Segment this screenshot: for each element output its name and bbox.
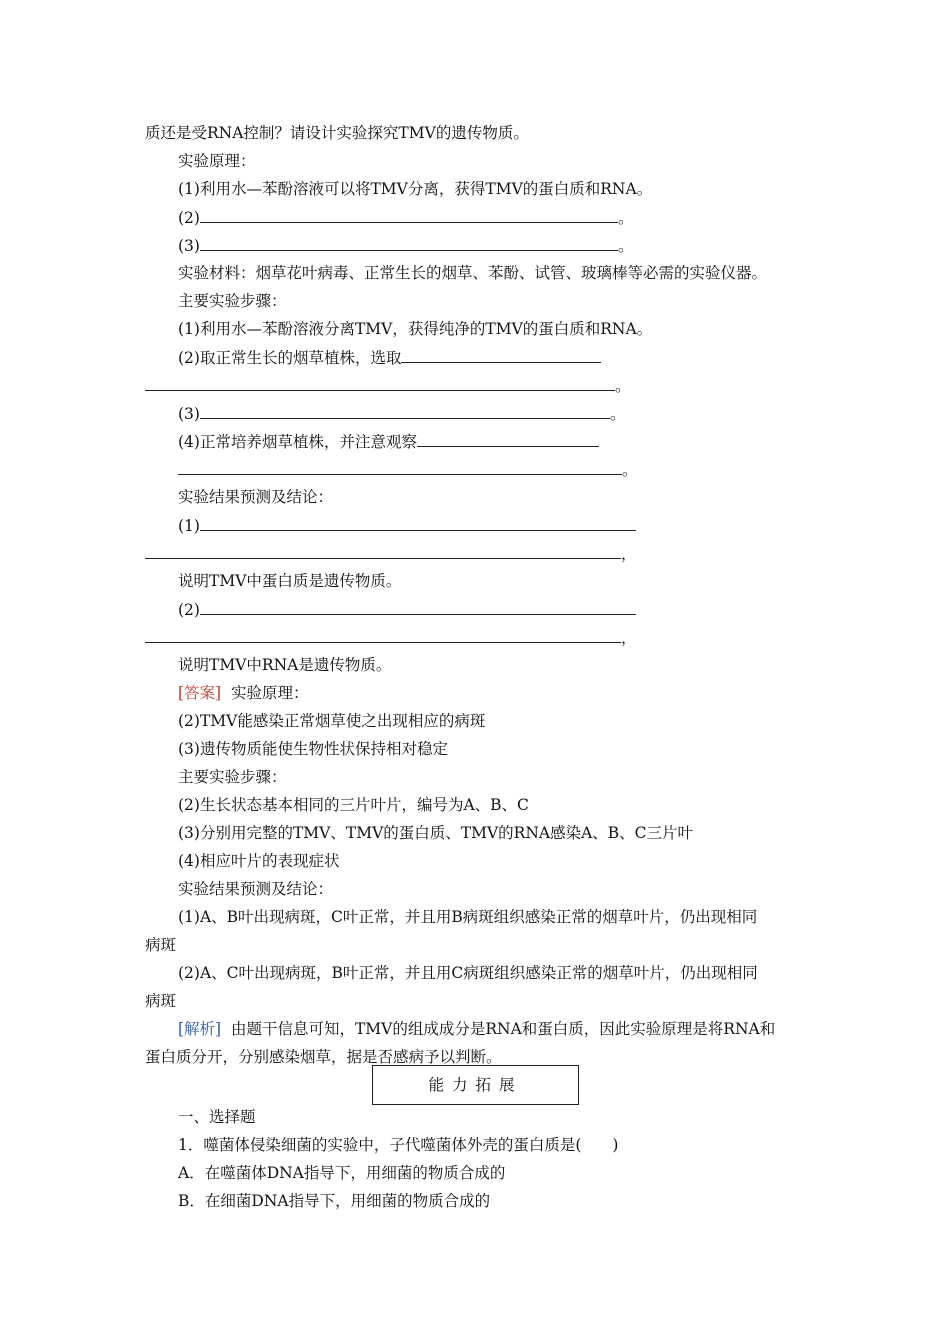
step-2-blank (178, 346, 601, 369)
choice-heading: 一、选择题 (178, 1108, 256, 1126)
answer-result-2: (2)A、C叶出现病斑，B叶正常，并且用C病斑组织感染正常的烟草叶片，仍出现相同 (178, 964, 758, 982)
comma: ， (621, 629, 637, 647)
period: 。 (617, 209, 634, 227)
analysis-text: 由题干信息可知，TMV的组成成分是RNA和蛋白质，因此实验原理是将RNA和 (230, 1020, 776, 1038)
answer-result-1-cont: 病斑 (145, 936, 177, 954)
answer-result-1: (1)A、B叶出现病斑，C叶正常，并且用B病斑组织感染正常的烟草叶片，仍出现相同 (178, 908, 758, 926)
principle-3-blank (178, 234, 633, 257)
principle-heading: 实验原理： (178, 152, 256, 170)
answer-tag: [答案] (178, 684, 222, 702)
answer-blank (401, 346, 601, 363)
item-number: (1) (178, 517, 200, 535)
option-b: B．在细菌DNA指导下，用细菌的物质合成的 (178, 1192, 491, 1210)
answer-step-4: (4)相应叶片的表现症状 (178, 852, 340, 870)
step-2-blank-cont (145, 374, 631, 397)
item-number: (2) (178, 601, 200, 619)
result-1-blank-cont (145, 542, 637, 565)
answer-blank (200, 402, 610, 419)
answer-blank (200, 598, 636, 615)
question-1: 1．噬菌体侵染细菌的实验中，子代噬菌体外壳的蛋白质是( ) (178, 1136, 619, 1154)
answer-blank (145, 374, 615, 391)
section-title: 能力拓展 (428, 1076, 523, 1094)
period: 。 (615, 377, 631, 395)
answer-blank (200, 206, 618, 223)
analysis-line-cont: 蛋白质分开，分别感染烟草，据是否感病予以判断。 (145, 1048, 502, 1066)
answer-principle-heading: 实验原理： (230, 684, 309, 702)
comma: ， (621, 545, 637, 563)
principle-2-blank (178, 206, 633, 229)
question-continuation: 质还是受RNA控制？请设计实验探究TMV的遗传物质。 (145, 124, 529, 142)
result-2-blank-cont (145, 626, 637, 649)
item-number: (3) (178, 405, 200, 423)
item-number: (3) (178, 237, 200, 255)
answer-steps-heading: 主要实验步骤： (178, 768, 287, 786)
analysis-tag: [解析] (178, 1020, 222, 1038)
step-3-blank (178, 402, 625, 425)
step-4-text: (4)正常培养烟草植株，并注意观察 (178, 433, 417, 451)
materials-line: 实验材料：烟草花叶病毒、正常生长的烟草、苯酚、试管、玻璃棒等必需的实验仪器。 (178, 264, 768, 282)
answer-step-3: (3)分别用完整的TMV、TMV的蛋白质、TMV的RNA感染A、B、C三片叶 (178, 824, 694, 842)
answer-blank (145, 542, 621, 559)
step-4-blank-cont (178, 458, 638, 481)
answer-blank (417, 430, 599, 447)
answer-blank (200, 234, 618, 251)
option-a: A．在噬菌体DNA指导下，用细菌的物质合成的 (178, 1164, 506, 1182)
step-4-blank (178, 430, 599, 453)
result-2-conclusion: 说明TMV中RNA是遗传物质。 (178, 656, 392, 674)
principle-1: (1)利用水—苯酚溶液可以将TMV分离，获得TMV的蛋白质和RNA。 (178, 180, 653, 198)
step-2-text: (2)取正常生长的烟草植株，选取 (178, 349, 402, 367)
item-number: (2) (178, 209, 200, 227)
period: 。 (609, 405, 626, 423)
period: 。 (617, 237, 634, 255)
answer-principle-3: (3)遗传物质能使生物性状保持相对稳定 (178, 740, 448, 758)
answer-result-heading: 实验结果预测及结论： (178, 880, 334, 898)
answer-blank (200, 514, 636, 531)
answer-result-2-cont: 病斑 (145, 992, 177, 1010)
answer-step-2: (2)生长状态基本相同的三片叶片，编号为A、B、C (178, 796, 529, 814)
section-title-box (372, 1065, 579, 1105)
answer-blank (145, 626, 621, 643)
result-1-blank (178, 514, 636, 537)
steps-heading: 主要实验步骤： (178, 292, 287, 310)
answer-principle-2: (2)TMV能感染正常烟草使之出现相应的病斑 (178, 712, 486, 730)
result-1-conclusion: 说明TMV中蛋白质是遗传物质。 (178, 572, 402, 590)
analysis-line (178, 1018, 775, 1040)
result-heading: 实验结果预测及结论： (178, 488, 334, 506)
result-2-blank (178, 598, 636, 621)
period: 。 (622, 461, 638, 479)
answer-blank (178, 458, 622, 475)
answer-line (178, 682, 308, 704)
step-1: (1)利用水—苯酚溶液分离TMV，获得纯净的TMV的蛋白质和RNA。 (178, 320, 653, 338)
